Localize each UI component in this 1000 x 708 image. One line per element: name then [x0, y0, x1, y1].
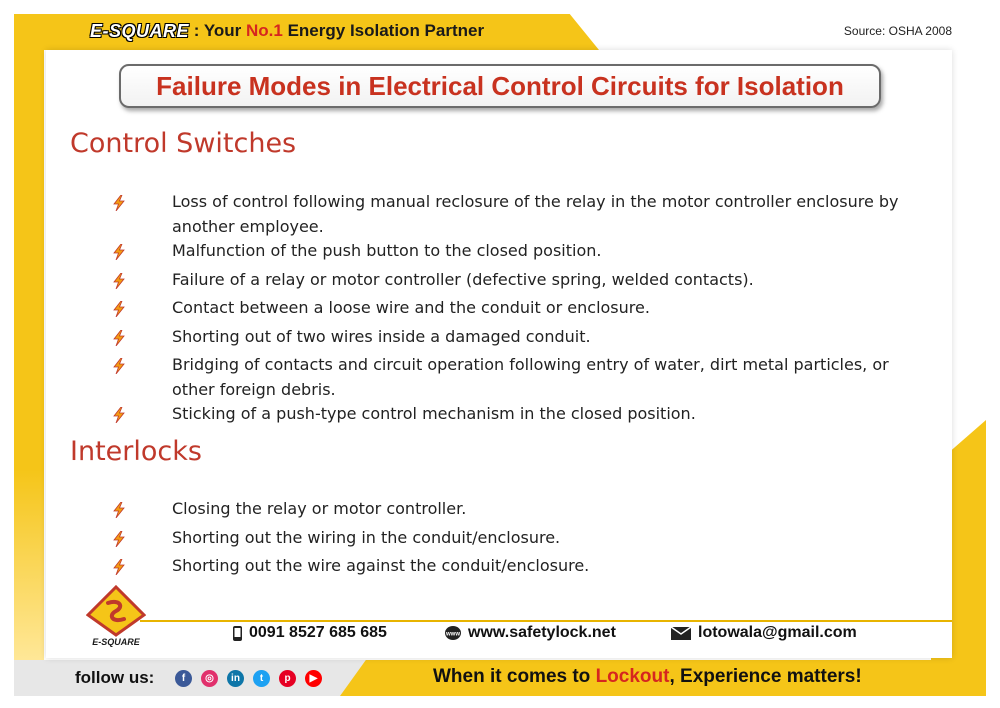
lightning-bolt-icon: [110, 239, 172, 268]
lightning-bolt-icon: [110, 353, 172, 402]
list-item: Shorting out the wiring in the conduit/enclosure.: [110, 526, 930, 555]
contact-email[interactable]: [670, 624, 857, 642]
svg-text:www: www: [445, 631, 461, 638]
email-address: lotowala@gmail.com: [698, 624, 857, 641]
brand-separator: : Your: [189, 21, 247, 40]
control-switches-list: [110, 190, 930, 431]
social-icons: [175, 670, 322, 687]
facebook-icon[interactable]: f: [175, 670, 192, 687]
list-item: Contact between a loose wire and the conduit or enclosure.: [110, 296, 930, 325]
brand-header: [90, 19, 484, 43]
footer-logo-text: E-SQUARE: [92, 637, 140, 647]
lightning-bolt-icon: [110, 402, 172, 431]
lightning-bolt-icon: [110, 296, 172, 325]
left-yellow-strip: [14, 14, 44, 664]
lightning-bolt-icon: [110, 325, 172, 354]
linkedin-icon[interactable]: in: [227, 670, 244, 687]
footer-divider: [140, 620, 952, 622]
phone-icon: [232, 625, 243, 642]
source-note: Source: OSHA 2008: [843, 24, 952, 38]
follow-us-label: follow us:: [75, 668, 155, 687]
list-item: Malfunction of the push button to the closed position.: [110, 239, 930, 268]
footer-tagline: When it comes to Lockout, Experience matters!: [433, 666, 862, 687]
website-link: www.safetylock.net: [468, 624, 616, 641]
lightning-bolt-icon: [110, 190, 172, 239]
youtube-icon[interactable]: ▶: [305, 670, 322, 687]
contact-website[interactable]: [444, 624, 616, 642]
lightning-bolt-icon: [110, 268, 172, 297]
lightning-bolt-icon: [110, 554, 172, 583]
list-item: Loss of control following manual reclosure of the relay in the motor controller enclosure by another employee.: [110, 190, 930, 239]
list-item: Shorting out the wire against the conduit/enclosure.: [110, 554, 930, 583]
section-heading-control-switches: Control Switches: [70, 128, 297, 159]
twitter-icon[interactable]: t: [253, 670, 270, 687]
lightning-bolt-icon: [110, 497, 172, 526]
instagram-icon[interactable]: ◎: [201, 670, 218, 687]
list-item: Bridging of contacts and circuit operation following entry of water, dirt metal particles, or other foreign debris.: [110, 353, 930, 402]
contact-phone[interactable]: [232, 624, 387, 642]
esquare-footer-logo: [86, 585, 146, 647]
interlocks-list: [110, 497, 930, 583]
envelope-icon: [670, 626, 692, 641]
list-item: Sticking of a push-type control mechanism in the closed position.: [110, 402, 930, 431]
list-item: Closing the relay or motor controller.: [110, 497, 930, 526]
brand-tagline: Energy Isolation Partner: [282, 21, 485, 40]
pinterest-icon[interactable]: p: [279, 670, 296, 687]
title-box: [119, 64, 881, 108]
www-globe-icon: [444, 625, 462, 641]
list-item: Failure of a relay or motor controller (defective spring, welded contacts).: [110, 268, 930, 297]
phone-number: 0091 8527 685 685: [249, 624, 387, 641]
section-heading-interlocks: Interlocks: [70, 436, 202, 467]
brand-no1: No.1: [246, 21, 283, 40]
list-item: Shorting out of two wires inside a damaged conduit.: [110, 325, 930, 354]
page-title: Failure Modes in Electrical Control Circuits for Isolation: [156, 70, 844, 101]
tagline-accent: Lockout: [595, 666, 670, 687]
brand-logo-text: E-SQUARE: [90, 20, 190, 41]
lightning-bolt-icon: [110, 526, 172, 555]
